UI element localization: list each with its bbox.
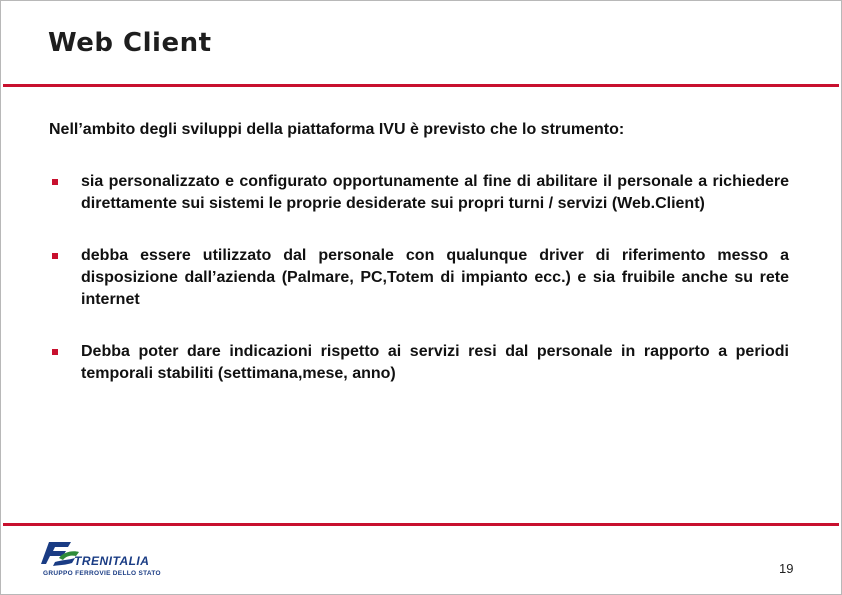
slide-title: Web Client: [48, 28, 212, 58]
bullet-item: [49, 171, 789, 215]
intro-text: Nell’ambito degli sviluppi della piattaforma IVU è previsto che lo strumento:: [49, 121, 625, 138]
bullet-text: sia personalizzato e configurato opportunamente al fine di abilitare il personale a richiedere direttamente sui sistemi le proprie desiderate sui propri turni / servizi (Web.Client): [81, 173, 789, 212]
logo-subtitle: GRUPPO FERROVIE DELLO STATO: [43, 570, 161, 577]
bullet-text: Debba poter dare indicazioni rispetto ai servizi resi dal personale in rapporto a periodi temporali stabiliti (settimana,mese, anno): [81, 343, 789, 382]
page-number: 19: [779, 561, 794, 576]
square-bullet-icon: [52, 179, 58, 185]
title-divider: [3, 84, 839, 87]
bullet-item: [49, 341, 789, 385]
trenitalia-logo: [41, 538, 171, 583]
footer-divider: [3, 523, 839, 526]
bullet-text: debba essere utilizzato dal personale con qualunque driver di riferimento messo a disposizione dall’azienda (Palmare, PC,Totem di impianto ecc.) e sia fruibile anche su rete internet: [81, 247, 789, 308]
bullet-list: [49, 171, 789, 415]
square-bullet-icon: [52, 349, 58, 355]
bullet-item: [49, 245, 789, 311]
square-bullet-icon: [52, 253, 58, 259]
logo-wordmark: TRENITALIA: [74, 554, 150, 568]
